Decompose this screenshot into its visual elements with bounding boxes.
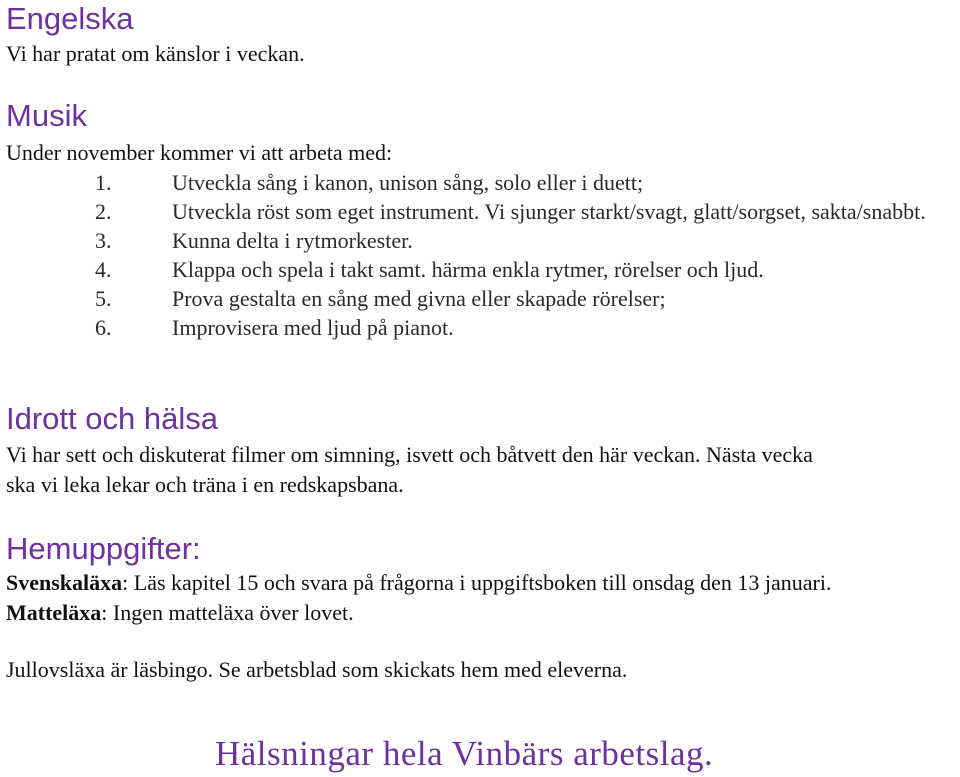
hemuppgifter-heading: Hemuppgifter:: [6, 531, 201, 566]
list-item-number: 4.: [95, 257, 112, 282]
list-item-text: Kunna delta i rytmorkester.: [172, 228, 413, 253]
list-item-number: 2.: [95, 199, 112, 224]
svenska-homework: [6, 568, 831, 597]
list-item-number: 1.: [95, 170, 112, 195]
jullov-text: Jullovsläxa är läsbingo. Se arbetsblad som skickats hem med eleverna.: [6, 657, 628, 682]
idrott-heading: Idrott och hälsa: [6, 401, 218, 436]
idrott-text-line2: ska vi leka lekar och träna i en redskapsbana.: [6, 472, 404, 497]
idrott-text-line1: Vi har sett och diskuterat filmer om simning, isvett och båtvett den här veckan. Nästa vecka: [6, 442, 813, 467]
matte-homework: [6, 598, 354, 627]
list-item-text: Utveckla röst som eget instrument. Vi sjunger starkt/svagt, glatt/sorgset, sakta/snabbt.: [172, 199, 926, 224]
svenska-text: : Läs kapitel 15 och svara på frågorna i uppgiftsboken till onsdag den 13 januari.: [122, 570, 832, 595]
list-item: [0, 313, 952, 342]
list-item-text: Utveckla sång i kanon, unison sång, solo eller i duett;: [172, 170, 644, 195]
musik-heading: Musik: [6, 98, 87, 133]
list-item-text: Improvisera med ljud på pianot.: [172, 315, 454, 340]
list-item: [0, 255, 952, 284]
matte-label: Matteläxa: [6, 600, 102, 625]
engelska-text: Vi har pratat om känslor i veckan.: [6, 41, 305, 66]
musik-intro: Under november kommer vi att arbeta med:: [6, 140, 393, 165]
musik-list: [0, 168, 952, 342]
list-item: [0, 226, 952, 255]
svenska-label: Svenskaläxa: [6, 570, 123, 595]
list-item: [0, 284, 952, 313]
list-item-number: 5.: [95, 286, 112, 311]
list-item-text: Prova gestalta en sång med givna eller skapade rörelser;: [172, 286, 666, 311]
engelska-heading: Engelska: [6, 1, 134, 36]
greeting: Hälsningar hela Vinbärs arbetslag.: [215, 734, 714, 773]
list-item: [0, 197, 952, 226]
list-item-number: 6.: [95, 315, 112, 340]
list-item-text: Klappa och spela i takt samt. härma enkla rytmer, rörelser och ljud.: [172, 257, 764, 282]
list-item-number: 3.: [95, 228, 112, 253]
list-item: [0, 168, 952, 197]
matte-text: : Ingen matteläxa över lovet.: [101, 600, 354, 625]
